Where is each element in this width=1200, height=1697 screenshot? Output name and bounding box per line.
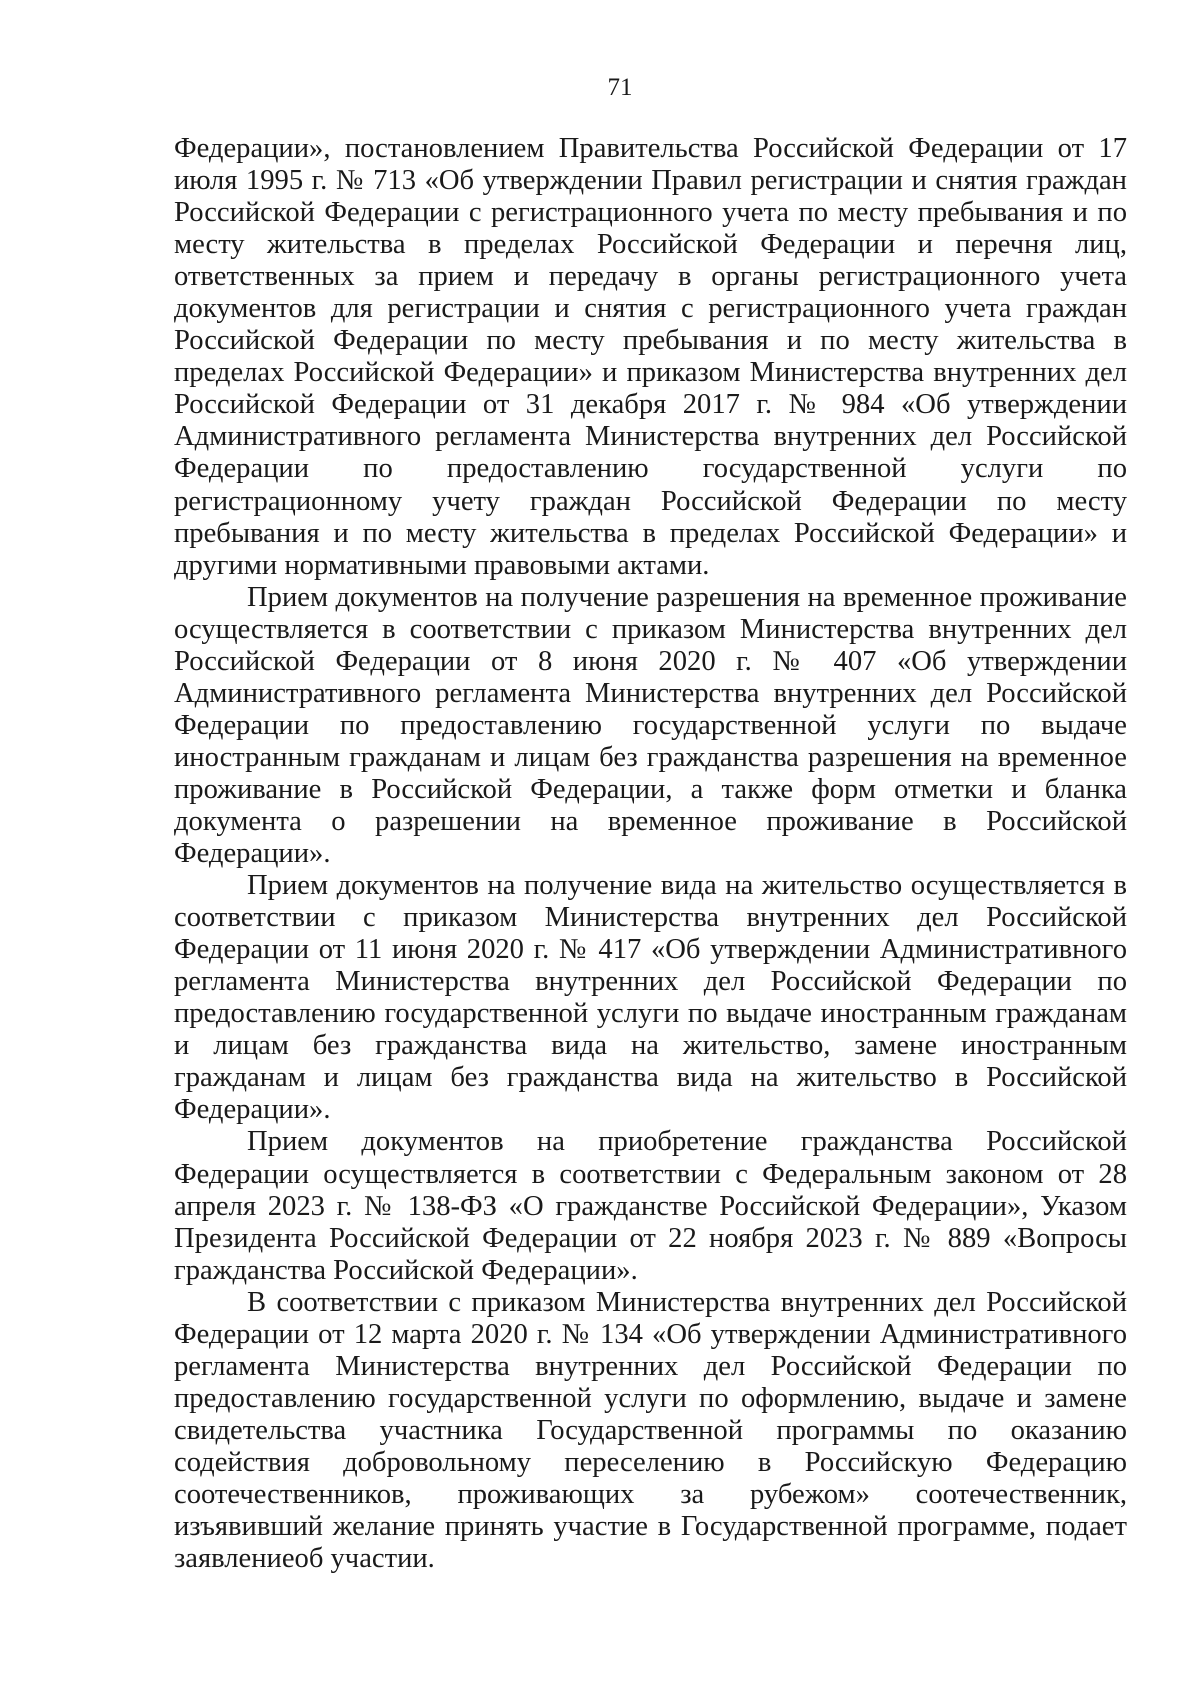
paragraph: Прием документов на получение разрешения на временное проживание осуществляется в соответствии с приказом Министерства внутренних дел Российской Федерации от 8 июня 2020 г. № 407 «Об утверждении Административного регламента Министерства внутренних дел Российской Федерации по предоставлению государственной услуги по выдаче иностранным гражданам и лицам без гражданства разрешения на временное проживание в Российской Федерации, а также форм отметки и бланка документа о разрешении на временное проживание в Российской Федерации». <box>174 581 1127 870</box>
page-number: 71 <box>607 74 633 101</box>
paragraph: В соответствии с приказом Министерства внутренних дел Российской Федерации от 12 марта 2020 г. № 134 «Об утверждении Административного регламента Министерства внутренних дел Российской Федерации по предоставлению государственной услуги по оформлению, выдаче и замене свидетельства участника Государственной программы по оказанию содействия добровольному переселению в Российскую Федерацию соотечественников, проживающих за рубежом» соотечественник, изъявивший желание принять участие в Государственной программе, подает заявлениеоб участии. <box>174 1286 1127 1575</box>
paragraph: Прием документов на приобретение гражданства Российской Федерации осуществляется в соответствии с Федеральным законом от 28 апреля 2023 г. № 138-ФЗ «О гражданстве Российской Федерации», Указом Президента Российской Федерации от 22 ноября 2023 г. № 889 «Вопросы гражданства Российской Федерации». <box>174 1126 1127 1286</box>
paragraph: Федерации», постановлением Правительства Российской Федерации от 17 июля 1995 г. № 713 «Об утверждении Правил регистрации и снятия граждан Российской Федерации с регистрационного учета по месту пребывания и по месту жительства в пределах Российской Федерации и перечня лиц, ответственных за прием и передачу в органы регистрационного учета документов для регистрации и снятия с регистрационного учета граждан Российской Федерации по месту пребывания и по месту жительства в пределах Российской Федерации» и приказом Министерства внутренних дел Российской Федерации от 31 декабря 2017 г. № 984 «Об утверждении Административного регламента Министерства внутренних дел Российской Федерации по предоставлению государственной услуги по регистрационному учету граждан Российской Федерации по месту пребывания и по месту жительства в пределах Российской Федерации» и другими нормативными правовыми актами. <box>174 133 1127 581</box>
paragraph: Прием документов на получение вида на жительство осуществляется в соответствии с приказом Министерства внутренних дел Российской Федерации от 11 июня 2020 г. № 417 «Об утверждении Административного регламента Министерства внутренних дел Российской Федерации по предоставлению государственной услуги по выдаче иностранным гражданам и лицам без гражданства вида на жительство, замене иностранным гражданам и лицам без гражданства вида на жительство в Российской Федерации». <box>174 870 1127 1126</box>
document-body <box>174 133 1127 1575</box>
